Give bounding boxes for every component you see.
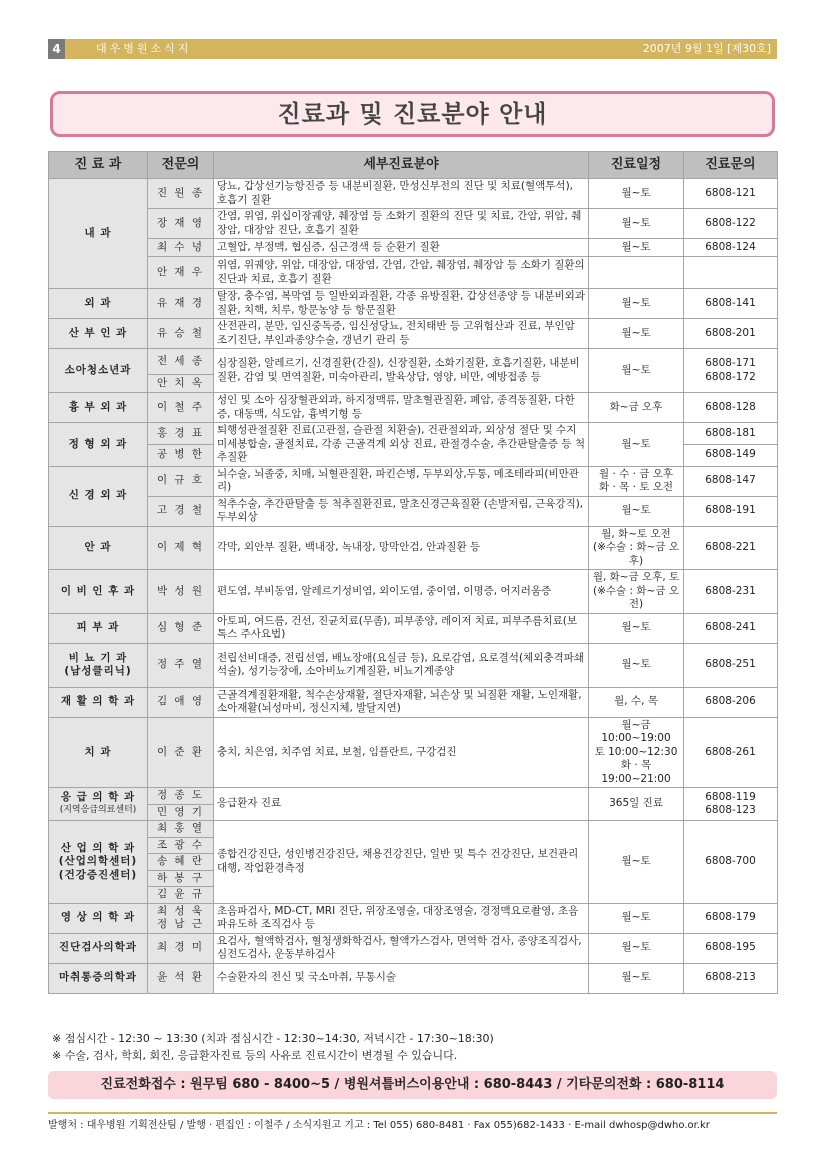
department-cell: 안 과: [49, 526, 148, 570]
phone-cell: 6808-221: [684, 526, 778, 570]
doctor-cell: 최 홍 열: [148, 821, 214, 838]
field-cell: 전립선비대증, 전립선염, 배뇨장애(요실금 등), 요로감염, 요로결석(체외충격파쇄석술), 성기능장애, 소아비뇨기계질환, 비뇨기계종양: [214, 643, 589, 687]
doctor-cell: 안 재 우: [148, 257, 214, 289]
table-row: [49, 933, 778, 963]
schedule-cell: 월, 수, 목: [589, 687, 684, 717]
schedule-cell: 월~토: [589, 903, 684, 933]
schedule-cell: 월~토: [589, 349, 684, 393]
department-table: [48, 151, 778, 994]
column-header: 진 료 과: [49, 152, 148, 179]
doctor-cell: 송 혜 란: [148, 854, 214, 871]
department-cell: 흉 부 외 과: [49, 393, 148, 423]
doctor-cell: 홍 경 표: [148, 423, 214, 445]
field-cell: 충치, 치은염, 치주염 치료, 보철, 임플란트, 구강검진: [214, 717, 589, 788]
publisher-footer: 발행처 : 대우병원 기획전산팀 / 발행 · 편집인 : 이철주 / 소식지원고 기고 : Tel 055) 680-8481 · Fax 055)682-1433 · E-mail dwhosp@dwho.or.kr: [48, 1112, 777, 1131]
phone-cell: 6808-119 6808-123: [684, 788, 778, 821]
schedule-cell: 월~토: [589, 496, 684, 526]
phone-cell: 6808-241: [684, 613, 778, 643]
schedule-cell: 월~토: [589, 643, 684, 687]
table-row: [49, 717, 778, 788]
doctor-cell: 유 재 경: [148, 289, 214, 319]
department-subname: (지역응급의료센터): [59, 805, 137, 815]
top-banner: [48, 39, 777, 59]
table-row: [49, 209, 778, 239]
newsletter-name: 대우병원소식지: [96, 42, 192, 55]
schedule-cell: 월, 화~토 오전 (※수술 : 화~금 오후): [589, 526, 684, 570]
field-cell: 수술환자의 전신 및 국소마취, 무통시술: [214, 963, 589, 993]
schedule-cell: 월 · 수 · 금 오후 화 · 목 · 토 오전: [589, 466, 684, 496]
doctor-cell: 정 주 열: [148, 643, 214, 687]
field-cell: 탈장, 충수염, 복막염 등 일반외과질환, 각종 유방질환, 갑상선종양 등 내분비외과질환, 치핵, 치루, 항문농양 등 항문질환: [214, 289, 589, 319]
phone-cell: 6808-147: [684, 466, 778, 496]
doctor-cell: 유 승 철: [148, 319, 214, 349]
department-cell: 산 부 인 과: [49, 319, 148, 349]
schedule-cell: 월~토: [589, 423, 684, 467]
table-row: [49, 526, 778, 570]
doctor-cell: 이 준 환: [148, 717, 214, 788]
doctor-cell: 장 재 영: [148, 209, 214, 239]
phone-cell: 6808-149: [684, 444, 778, 466]
phone-cell: 6808-206: [684, 687, 778, 717]
page-title: 진료과 및 진료분야 안내: [277, 100, 548, 128]
table-row: [49, 903, 778, 933]
field-cell: 응급환자 진료: [214, 788, 589, 821]
table-row: [49, 496, 778, 526]
department-cell: 진단검사의학과: [49, 933, 148, 963]
schedule-cell: 365일 진료: [589, 788, 684, 821]
table-row: [49, 821, 778, 838]
doctor-cell: 박 성 원: [148, 570, 214, 614]
table-header-row: [49, 152, 778, 179]
table-row: [49, 349, 778, 375]
field-cell: 편도염, 부비동염, 알레르기성비염, 외이도염, 중이염, 이명증, 어지러움증: [214, 570, 589, 614]
phone-cell: 6808-195: [684, 933, 778, 963]
contact-bar: 진료전화접수 : 원무팀 680 - 8400~5 / 병원셔틀버스이용안내 : 680-8443 / 기타문의전화 : 680-8114: [48, 1071, 777, 1099]
field-cell: 퇴행성관절질환 진료(고관절, 슬관절 치환술), 건관절외과, 외상성 절단 및 수지미세봉합술, 골절치료, 각종 근골격계 외상 진료, 관절경수술, 추간판탈출증 등 척추질환: [214, 423, 589, 467]
column-header: 진료문의: [684, 152, 778, 179]
doctor-cell: 민 영 기: [148, 804, 214, 821]
field-cell: 초음파검사, MD-CT, MRI 진단, 위장조영술, 대장조영술, 경정맥요로촬영, 초음파유도하 조직검사 등: [214, 903, 589, 933]
phone-cell: 6808-191: [684, 496, 778, 526]
table-row: [49, 179, 778, 209]
schedule-cell: 월~토: [589, 239, 684, 257]
doctor-cell: 이 규 호: [148, 466, 214, 496]
doctor-cell: 최 성 욱 정 남 근: [148, 903, 214, 933]
field-cell: 근골격계질환재활, 척수손상재활, 절단자재활, 뇌손상 및 뇌질환 재활, 노인재활, 소아재활(뇌성마비, 정신지체, 발달지연): [214, 687, 589, 717]
table-row: [49, 319, 778, 349]
field-cell: 고혈압, 부정맥, 협심증, 심근경색 등 순환기 질환: [214, 239, 589, 257]
department-cell: 신 경 외 과: [49, 466, 148, 526]
phone-cell: 6808-181: [684, 423, 778, 445]
phone-cell: 6808-121: [684, 179, 778, 209]
phone-cell: 6808-141: [684, 289, 778, 319]
doctor-cell: 진 원 종: [148, 179, 214, 209]
schedule-cell: 월~토: [589, 319, 684, 349]
table-row: [49, 393, 778, 423]
field-cell: 위염, 위궤양, 위암, 대장암, 대장염, 간염, 간암, 췌장염, 췌장암 등 소화기 질환의 진단과 치료, 호흡기 질환: [214, 257, 589, 289]
schedule-cell: 월~금 10:00~19:00 토 10:00~12:30 화 · 목 19:00~21:00: [589, 717, 684, 788]
doctor-cell: 김 애 영: [148, 687, 214, 717]
department-cell: 외 과: [49, 289, 148, 319]
schedule-cell: 화~금 오후: [589, 393, 684, 423]
table-row: [49, 466, 778, 496]
phone-cell: 6808-261: [684, 717, 778, 788]
schedule-cell: 월~토: [589, 963, 684, 993]
doctor-cell: 심 형 준: [148, 613, 214, 643]
column-header: 전문의: [148, 152, 214, 179]
phone-cell: 6808-700: [684, 821, 778, 904]
department-cell: 이 비 인 후 과: [49, 570, 148, 614]
doctor-cell: 이 제 혁: [148, 526, 214, 570]
table-row: [49, 687, 778, 717]
department-cell: 피 부 과: [49, 613, 148, 643]
department-cell: 소아청소년과: [49, 349, 148, 393]
doctor-cell: 김 윤 규: [148, 887, 214, 904]
schedule-cell: 월~토: [589, 933, 684, 963]
table-row: [49, 239, 778, 257]
phone-cell: 6808-124: [684, 239, 778, 257]
field-cell: 아토피, 여드름, 건선, 진균치료(무좀), 피부종양, 레이저 치료, 피부주름치료(보톡스 주사요법): [214, 613, 589, 643]
schedule-cell: [589, 257, 684, 289]
department-name: 응 급 의 학 과: [60, 790, 136, 803]
schedule-cell: 월~토: [589, 821, 684, 904]
schedule-cell: 월~토: [589, 289, 684, 319]
doctor-cell: 고 경 철: [148, 496, 214, 526]
phone-cell: 6808-231: [684, 570, 778, 614]
field-cell: 척추수술, 추간판탈출 등 척추질환진료, 말초신경근육질환 (손발저림, 근육강직), 두부외상: [214, 496, 589, 526]
phone-cell: 6808-213: [684, 963, 778, 993]
column-header: 진료일정: [589, 152, 684, 179]
schedule-cell: 월, 화~금 오후, 토 (※수술 : 화~금 오전): [589, 570, 684, 614]
doctor-cell: 이 철 주: [148, 393, 214, 423]
phone-cell: [684, 257, 778, 289]
department-cell: 내 과: [49, 179, 148, 289]
doctor-cell: 최 경 미: [148, 933, 214, 963]
doctor-cell: 최 수 녕: [148, 239, 214, 257]
phone-cell: 6808-251: [684, 643, 778, 687]
department-cell: 재 활 의 학 과: [49, 687, 148, 717]
field-cell: 당뇨, 갑상선기능항진증 등 내분비질환, 만성신부전의 진단 및 치료(혈액투석), 호흡기 질환: [214, 179, 589, 209]
department-cell: 비 뇨 기 과 (남성클리닉): [49, 643, 148, 687]
department-cell: [49, 788, 148, 821]
table-body: [49, 179, 778, 994]
phone-cell: 6808-179: [684, 903, 778, 933]
schedule-cell: 월~토: [589, 179, 684, 209]
phone-cell: 6808-171 6808-172: [684, 349, 778, 393]
table-row: [49, 570, 778, 614]
field-cell: 산전관리, 분만, 임신중독증, 임신성당뇨, 전치태반 등 고위험산과 진료, 부인암 조기진단, 부인과종양수술, 갱년기 관리 등: [214, 319, 589, 349]
doctor-cell: 하 봉 구: [148, 870, 214, 887]
department-cell: 정 형 외 과: [49, 423, 148, 467]
doctor-cell: 전 세 종: [148, 349, 214, 375]
doctor-cell: 안 치 옥: [148, 375, 214, 393]
doctor-cell: 조 광 수: [148, 837, 214, 854]
table-row: [49, 788, 778, 805]
table-row: [49, 613, 778, 643]
note-change: ※ 수술, 검사, 학회, 회진, 응급환자진료 등의 사유로 진료시간이 변경될 수 있습니다.: [52, 1049, 458, 1062]
page-number: 4: [48, 39, 65, 59]
department-cell: 영 상 의 학 과: [49, 903, 148, 933]
table-row: [49, 289, 778, 319]
department-cell: 마취통증의학과: [49, 963, 148, 993]
table-row: [49, 257, 778, 289]
doctor-cell: 공 병 한: [148, 444, 214, 466]
field-cell: 요검사, 혈액학검사, 혈청생화학검사, 혈액가스검사, 면역학 검사, 종양조직검사, 심전도검사, 운동부하검사: [214, 933, 589, 963]
phone-cell: 6808-122: [684, 209, 778, 239]
page-title-box: [50, 91, 775, 137]
phone-cell: 6808-128: [684, 393, 778, 423]
schedule-cell: 월~토: [589, 613, 684, 643]
field-cell: 심장질환, 알레르기, 신경질환(간질), 신장질환, 소화기질환, 호흡기질환, 내분비질환, 감염 및 면역질환, 미숙아관리, 발육상담, 영양, 비만, 예방접종 등: [214, 349, 589, 393]
issue-date: 2007년 9월 1일 [제30호]: [642, 42, 771, 55]
notes: [52, 1030, 494, 1064]
department-cell: 치 과: [49, 717, 148, 788]
note-lunch: ※ 점심시간 - 12:30 ~ 13:30 (치과 점심시간 - 12:30~14:30, 저녁시간 - 17:30~18:30): [52, 1032, 494, 1045]
column-header: 세부진료분야: [214, 152, 589, 179]
field-cell: 간염, 위염, 위십이장궤양, 췌장염 등 소화기 질환의 진단 및 치료, 간암, 위암, 췌장암, 대장암 진단, 호흡기 질환: [214, 209, 589, 239]
table-row: [49, 423, 778, 445]
doctor-cell: 윤 석 환: [148, 963, 214, 993]
table-row: [49, 963, 778, 993]
schedule-cell: 월~토: [589, 209, 684, 239]
field-cell: 뇌수술, 뇌졸중, 치매, 뇌혈관질환, 파킨슨병, 두부외상,두통, 메조테라피(비만관리): [214, 466, 589, 496]
phone-cell: 6808-201: [684, 319, 778, 349]
table-row: [49, 643, 778, 687]
field-cell: 종합건강진단, 성인병건강진단, 채용건강진단, 일반 및 특수 건강진단, 보건관리대행, 작업환경측정: [214, 821, 589, 904]
field-cell: 각막, 외안부 질환, 백내장, 녹내장, 망막안검, 안과질환 등: [214, 526, 589, 570]
field-cell: 성인 및 소아 심장혈관외과, 하지정맥류, 말초혈관질환, 폐암, 종격동질환, 다한증, 대동맥, 식도암, 흉벽기형 등: [214, 393, 589, 423]
doctor-cell: 정 종 도: [148, 788, 214, 805]
department-cell: 산 업 의 학 과 (산업의학센터) (건강증진센터): [49, 821, 148, 904]
